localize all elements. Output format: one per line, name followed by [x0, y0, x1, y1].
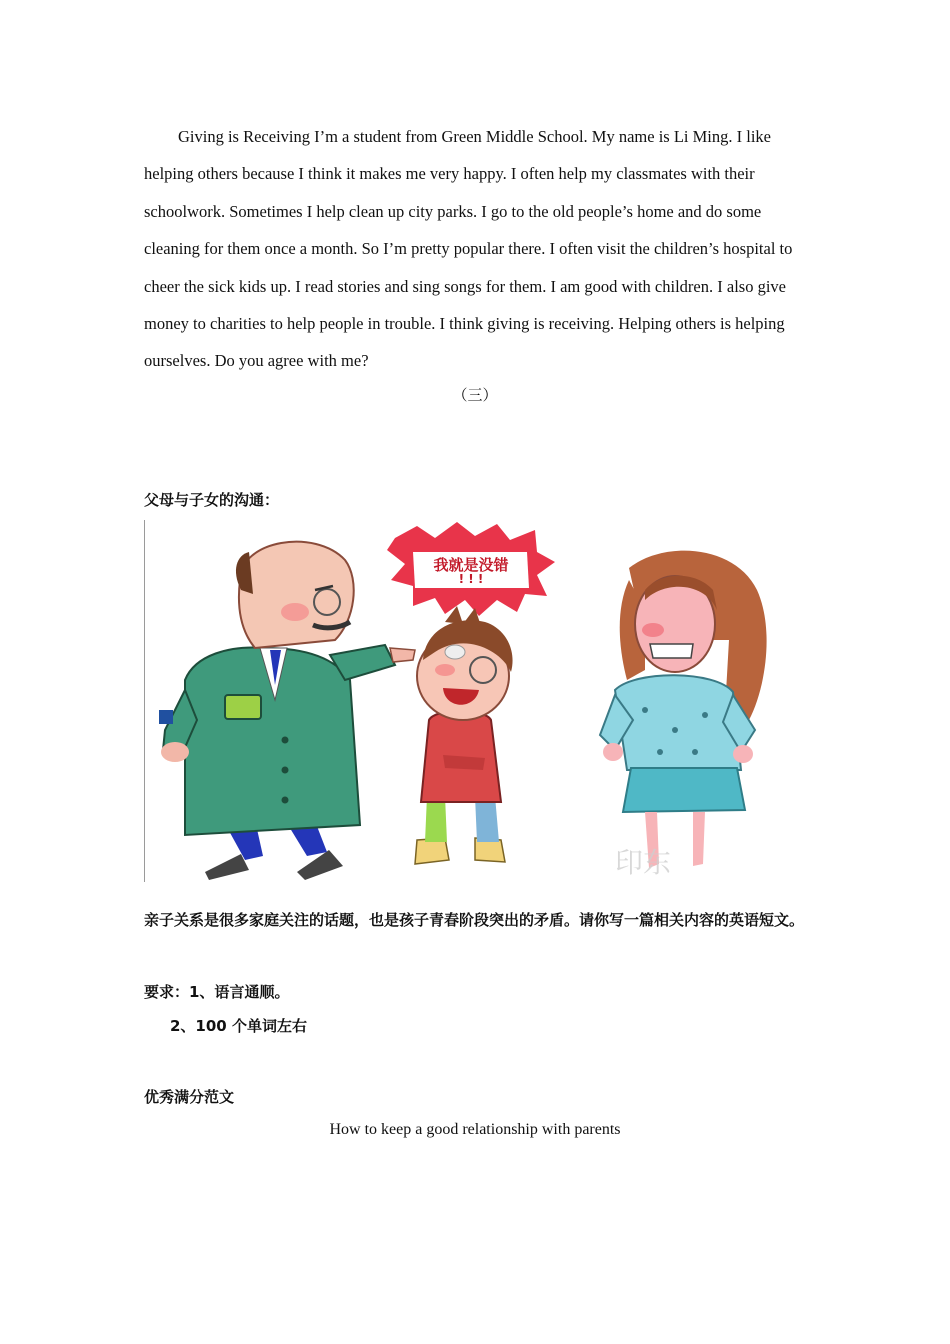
cartoon-illustration: [144, 520, 785, 882]
topic-heading: 父母与子女的沟通：: [144, 491, 280, 509]
section-number: （三）: [452, 388, 498, 404]
father-figure: [159, 542, 415, 880]
speech-bubble-text: 我就是没错: [433, 556, 509, 574]
sample-essay-heading: 优秀满分范文: [144, 1088, 235, 1106]
requirement-line-1: 要求：1、语言通顺。: [144, 983, 290, 1001]
speech-bubble: [387, 522, 555, 616]
essay-paragraph: [144, 118, 808, 380]
essay-paragraph-text: Giving is Receiving I’m a student from Green Middle School. My name is Li Ming. I like helping others because I think it makes me very happy. I often help my classmates with their schoolwork. Sometimes I help clean up city parks. I go to the old people’s home and do some cleaning for them once a month. So I’m pretty popular there. I often visit the children’s hospital to cheer the sick kids up. I read stories and sing songs for them. I am good with children. I also give money to charities to help people in trouble. I think giving is receiving. Helping others is helping ourselves. Do you agree with me?: [144, 127, 793, 371]
child-figure: [415, 606, 513, 864]
requirement-line-2: 2、100 个单词左右: [170, 1017, 307, 1035]
speech-bubble-marks: ! ! !: [458, 572, 484, 586]
image-watermark: 印东: [615, 846, 672, 879]
writing-prompt: 亲子关系是很多家庭关注的话题，也是孩子青春阶段突出的矛盾。请你写一篇相关内容的英语短文。: [144, 911, 805, 929]
mother-figure: [600, 551, 767, 868]
essay-title: How to keep a good relationship with parents: [329, 1121, 621, 1138]
